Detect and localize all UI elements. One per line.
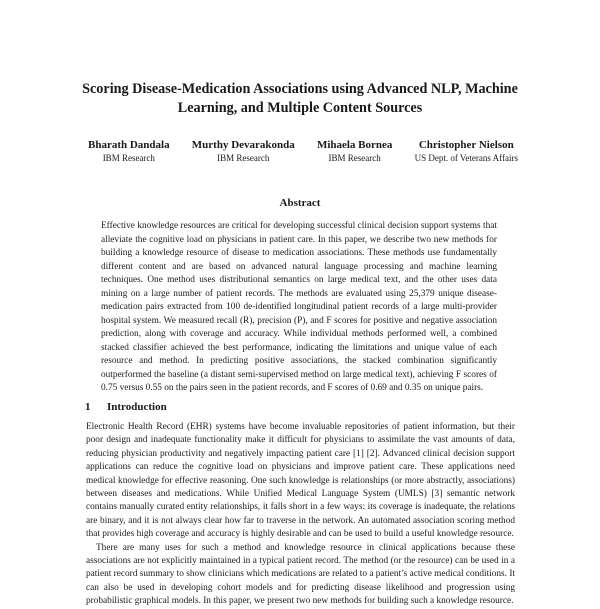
author-name: Murthy Devarakonda — [191, 139, 295, 151]
abstract-text: Effective knowledge resources are critical for developing successful clinical decision support systems that alleviate the cognitive load on physicians in patient care. In this paper, we describe two new methods for building a knowledge resource of disease to medication associations. These methods use fundamentally different content and are based on advanced natural language processing and machine learning techniques. One method uses distributional semantics on large medical text, and the other uses data mining on a large number of patient records. The methods are evaluated using 25,379 unique disease-medication pairs extracted from 100 de-identified longitudinal patient records of a large multi-provider hospital system. We measured recall (R), precision (P), and F scores for positive and negative association prediction, along with coverage and accuracy. While individual methods performed well, a combined stacked classifier achieved the best performance, indicating the limitations and unique value of each resource and method. In predicting positive associations, the stacked combination significantly outperformed the baseline (a distant semi-supervised method on large medical text), achieving F scores of 0.75 versus 0.55 on the pairs seen in the patient records, and F scores of 0.69 and 0.35 on unique pairs. — [101, 221, 497, 393]
paragraph: There are many uses for such a method and knowledge resource in clinical applications because these associations are not explicitly maintained in a typical patient record. The method (or the resource) can be used in a patient record summary to show clinicians which medications are related to a patient’s active medical conditions. It can also be used in developing cohort models and for predicting disease likelihood and progression using probabilistic graphical models. In this paper, we present two new methods for building such a knowledge resource. — [86, 542, 515, 607]
author-name: Bharath Dandala — [88, 139, 170, 151]
abstract-heading: Abstract — [279, 197, 321, 209]
section-body — [86, 421, 515, 609]
paragraph: Electronic Health Record (EHR) systems have become invaluable repositories of patient information, but their poor design and inadequate functionality make it difficult for physicians to assimilate the vast amounts of data, reducing physician productivity and negatively impacting patient care [1] [2]. Advanced clinical decision support applications can reduce the cognitive load on physicians and improve patient care. These applications need medical knowledge for effective reasoning. One such knowledge is relationships (or more abstractly, associations) between diseases and medications. While Unified Medical Language System (UMLS) [3] semantic network contains manually curated entity relationships, it falls short in a few ways: its coverage is inadequate, the relations are binary, and it is not always clear how far to traverse in the network. An automated association scoring method that provides high coverage and accuracy is highly desirable and can be used to build a useful knowledge resource. — [86, 422, 515, 540]
author-1 — [88, 139, 170, 165]
author-list — [88, 139, 518, 165]
paper-title: Scoring Disease-Medication Associations using Advanced NLP, Machine Learning, and Multiple Content Sources — [82, 81, 518, 116]
author-2 — [192, 139, 295, 165]
author-3 — [317, 139, 392, 165]
section-heading — [85, 401, 167, 413]
author-affiliation: IBM Research — [102, 153, 155, 163]
author-name: Mihaela Bornea — [316, 139, 393, 151]
author-name: Christopher Nielson — [418, 139, 514, 151]
section-title: Introduction — [107, 401, 167, 413]
author-4 — [415, 139, 518, 165]
author-affiliation: US Dept. of Veterans Affairs — [414, 153, 518, 163]
author-affiliation: IBM Research — [328, 153, 381, 163]
section-number: 1 — [85, 401, 91, 413]
author-affiliation: IBM Research — [217, 153, 270, 163]
